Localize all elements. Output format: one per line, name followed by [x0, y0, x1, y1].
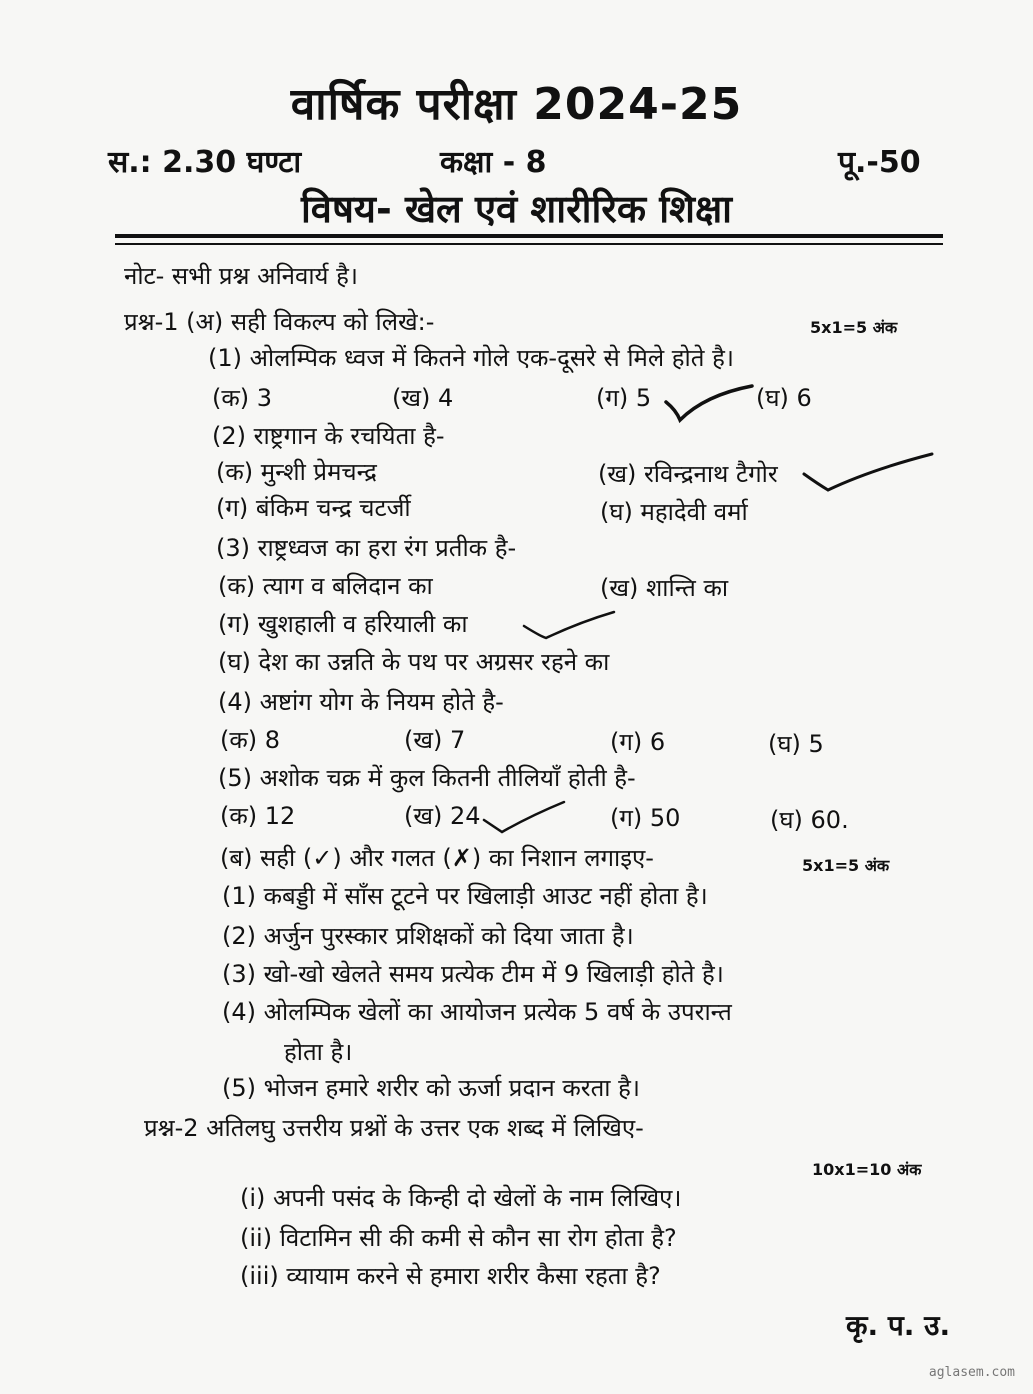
watermark: aglasem.com — [928, 1365, 1015, 1380]
header-divider — [115, 234, 943, 238]
note: नोट- सभी प्रश्न अनिवार्य है। — [124, 262, 358, 290]
q1-2-opt-a: (क) मुन्शी प्रेमचन्द्र — [216, 458, 377, 486]
q1-5-opt-c: (ग) 50 — [610, 804, 681, 832]
q2-heading: प्रश्न-2 अतिलघु उत्तरीय प्रश्नों के उत्तर एक शब्द में लिखिए- — [144, 1114, 644, 1142]
q1-3-opt-d: (घ) देश का उन्नति के पथ पर अग्रसर रहने का — [218, 648, 610, 676]
q1-5-opt-b: (ख) 24 — [404, 802, 481, 830]
header-divider-thin — [115, 243, 943, 245]
q1-1-opt-a: (क) 3 — [212, 384, 273, 412]
q2-marks: 10x1=10 अंक — [812, 1160, 922, 1179]
q1-4-opt-c: (ग) 6 — [610, 728, 666, 756]
q1b-item-4-cont: होता है। — [284, 1038, 353, 1066]
q1b-item-1: (1) कबड्डी में साँस टूटने पर खिलाड़ी आउट नहीं होता है। — [222, 882, 708, 910]
q1-item-2: (2) राष्ट्रगान के रचयिता है- — [212, 422, 445, 450]
full-marks: पू.-50 — [838, 145, 921, 180]
tick-mark-icon — [520, 606, 620, 646]
please-turn-over: कृ. प. उ. — [846, 1309, 951, 1342]
q1-2-opt-b: (ख) रविन्द्रनाथ टैगोर — [598, 460, 778, 488]
q1-4-opt-a: (क) 8 — [220, 726, 281, 754]
q1-4-opt-b: (ख) 7 — [404, 726, 466, 754]
q1-3-opt-c: (ग) खुशहाली व हरियाली का — [218, 610, 468, 638]
q1-2-opt-d: (घ) महादेवी वर्मा — [600, 498, 748, 526]
q1-heading: प्रश्न-1 (अ) सही विकल्प को लिखे:- — [124, 308, 435, 336]
q1-4-opt-d: (घ) 5 — [768, 730, 824, 758]
time-allowed: स.: 2.30 घण्टा — [108, 145, 302, 180]
q1b-item-4: (4) ओलम्पिक खेलों का आयोजन प्रत्येक 5 वर्ष के उपरान्त — [222, 998, 732, 1026]
tick-mark-icon — [800, 448, 940, 498]
q1-item-3: (3) राष्ट्रध्वज का हरा रंग प्रतीक है- — [216, 534, 517, 562]
q2-item-3: (iii) व्यायाम करने से हमारा शरीर कैसा रहता है? — [240, 1262, 661, 1290]
tick-mark-icon — [480, 798, 570, 838]
q1b-item-5: (5) भोजन हमारे शरीर को ऊर्जा प्रदान करता है। — [222, 1074, 640, 1102]
q1-marks: 5x1=5 अंक — [810, 318, 898, 337]
q1b-marks: 5x1=5 अंक — [802, 856, 890, 875]
q1b-item-2: (2) अर्जुन पुरस्कार प्रशिक्षकों को दिया जाता है। — [222, 922, 634, 950]
q1-5-opt-a: (क) 12 — [220, 802, 296, 830]
q1b-heading: (ब) सही (✓) और गलत (✗) का निशान लगाइए- — [220, 844, 654, 872]
q2-item-2: (ii) विटामिन सी की कमी से कौन सा रोग होता है? — [240, 1224, 677, 1252]
q1-5-opt-d: (घ) 60. — [770, 806, 849, 834]
q1-2-opt-c: (ग) बंकिम चन्द्र चटर्जी — [216, 494, 411, 522]
q2-item-1: (i) अपनी पसंद के किन्ही दो खेलों के नाम लिखिए। — [240, 1184, 682, 1212]
subject-title: विषय- खेल एवं शारीरिक शिक्षा — [300, 187, 733, 231]
q1-3-opt-b: (ख) शान्ति का — [600, 574, 729, 602]
q1-item-5: (5) अशोक चक्र में कुल कितनी तीलियाँ होती है- — [218, 764, 636, 792]
q1-1-opt-d: (घ) 6 — [756, 384, 812, 412]
q1b-item-3: (3) खो-खो खेलते समय प्रत्येक टीम में 9 खिलाड़ी होते है। — [222, 960, 724, 988]
class-label: कक्षा - 8 — [440, 145, 547, 180]
tick-mark-icon — [660, 380, 760, 430]
q1-3-opt-a: (क) त्याग व बलिदान का — [218, 572, 433, 600]
q1-1-opt-c: (ग) 5 — [596, 384, 652, 412]
q1-item-4: (4) अष्टांग योग के नियम होते है- — [218, 688, 504, 716]
q1-1-opt-b: (ख) 4 — [392, 384, 454, 412]
exam-title: वार्षिक परीक्षा 2024-25 — [290, 79, 743, 130]
q1-item-1: (1) ओलम्पिक ध्वज में कितने गोले एक-दूसरे से मिले होते है। — [208, 344, 734, 372]
